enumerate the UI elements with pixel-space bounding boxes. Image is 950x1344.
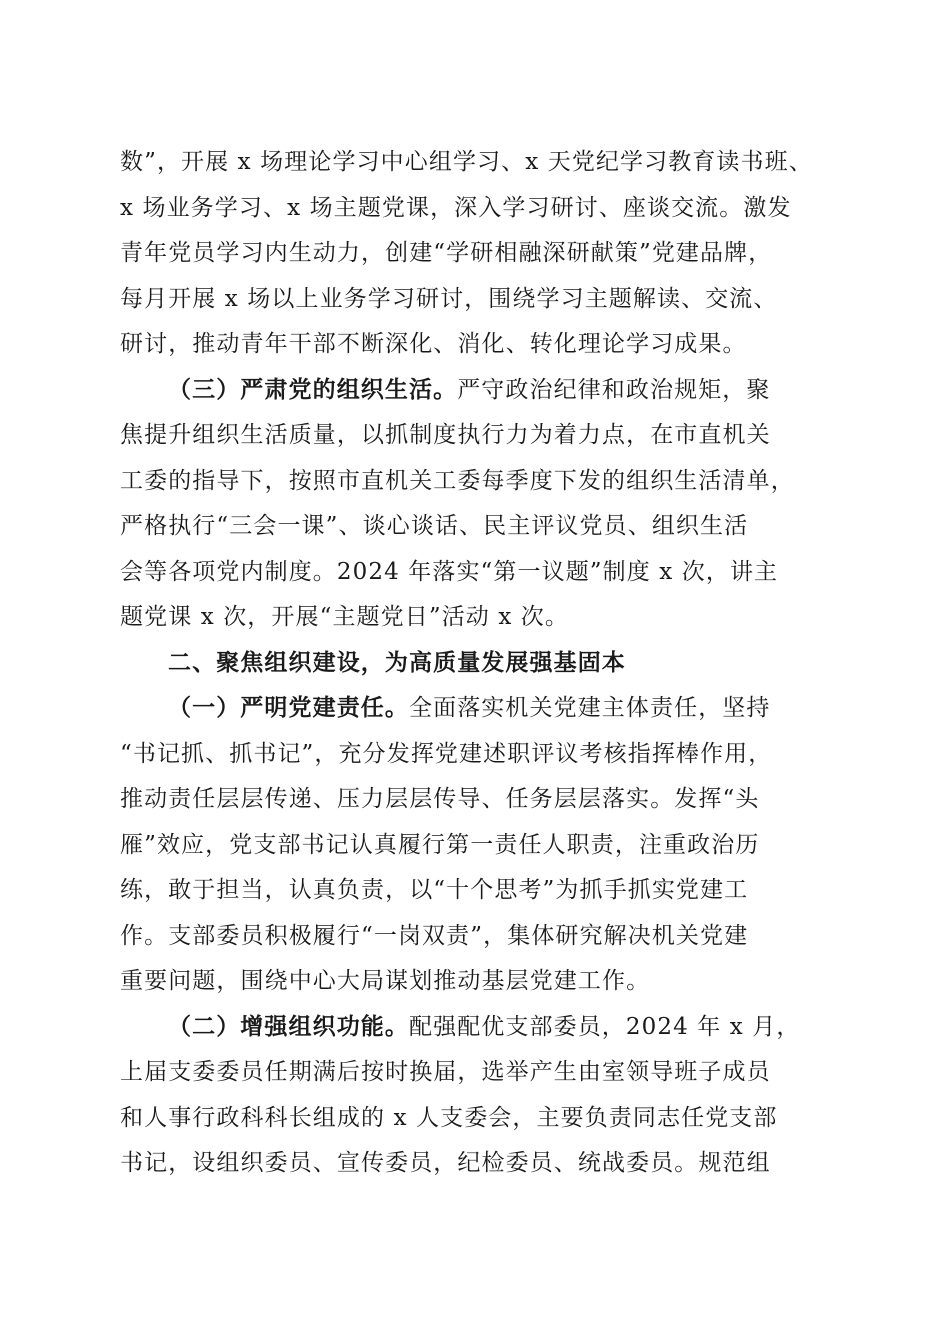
body-line: 书记，设组织委员、宣传委员，纪检委员、统战委员。规范组 xyxy=(120,1150,771,1176)
body-line: 练，敢于担当，认真负责，以“十个思考”为抓手抓实党建工 xyxy=(120,877,749,903)
body-line: 数”，开展 x 场理论学习中心组学习、x 天党纪学习教育读书班、 xyxy=(120,149,813,175)
body-line: 作。支部委员积极履行“一岗双责”，集体研究解决机关党建 xyxy=(120,922,749,949)
body-line: 推动责任层层传递、压力层层传导、任务层层落实。发挥“头 xyxy=(120,786,760,812)
body-line: 和人事行政科科长组成的 x 人支委会，主要负责同志任党支部 xyxy=(120,1104,778,1131)
body-line: 焦提升组织生活质量，以抓制度执行力为着力点，在市直机关 xyxy=(120,422,771,448)
body-line: 题党课 x 次，开展“主题党日”活动 x 次。 xyxy=(120,604,570,630)
body-line: 上届支委委员任期满后按时换届，选举产生由室领导班子成员 xyxy=(120,1059,771,1085)
section-heading-2: 二、聚焦组织建设，为高质量发展强基固本 xyxy=(168,649,626,676)
body-line: 重要问题，围绕中心大局谋划推动基层党建工作。 xyxy=(120,968,651,994)
document-body xyxy=(120,140,840,1187)
body-line: 工委的指导下，按照市直机关工委每季度下发的组织生活清单， xyxy=(120,467,795,494)
body-line: 研讨，推动青年干部不断深化、消化、转化理论学习成果。 xyxy=(120,331,747,357)
section-2-1-first-text: 全面落实机关党建主体责任，坚持 xyxy=(409,695,771,721)
body-line: “书记抓、抓书记”，充分发挥党建述职评议考核指挥棒作用， xyxy=(120,740,773,767)
body-line: 严格执行“三会一课”、谈心谈话、民主评议党员、组织生活 xyxy=(120,513,749,539)
section-3-lead: （三）严肃党的组织生活。 xyxy=(168,376,458,403)
section-2-2-first-line xyxy=(120,1005,840,1051)
section-3-first-line xyxy=(120,368,840,414)
section-2-2-lead: （二）增强组织功能。 xyxy=(168,1013,409,1040)
body-line: x 场业务学习、x 场主题党课，深入学习研讨、座谈交流。激发 xyxy=(120,194,792,221)
body-line: 每月开展 x 场以上业务学习研讨，围绕学习主题解读、交流、 xyxy=(120,285,778,312)
body-line: 雁”效应，党支部书记认真履行第一责任人职责，注重政治历 xyxy=(120,831,760,858)
section-2-2-first-text: 配强配优支部委员，2024 年 x 月， xyxy=(409,1013,801,1040)
section-2-1-lead: （一）严明党建责任。 xyxy=(168,695,409,721)
section-2-1-first-line xyxy=(120,686,840,732)
body-line: 会等各项党内制度。2024 年落实“第一议题”制度 x 次，讲主 xyxy=(120,558,779,585)
body-line: 青年党员学习内生动力，创建“学研相融深研献策”党建品牌， xyxy=(120,240,773,266)
section-3-first-text: 严守政治纪律和政治规矩，聚 xyxy=(457,376,771,403)
